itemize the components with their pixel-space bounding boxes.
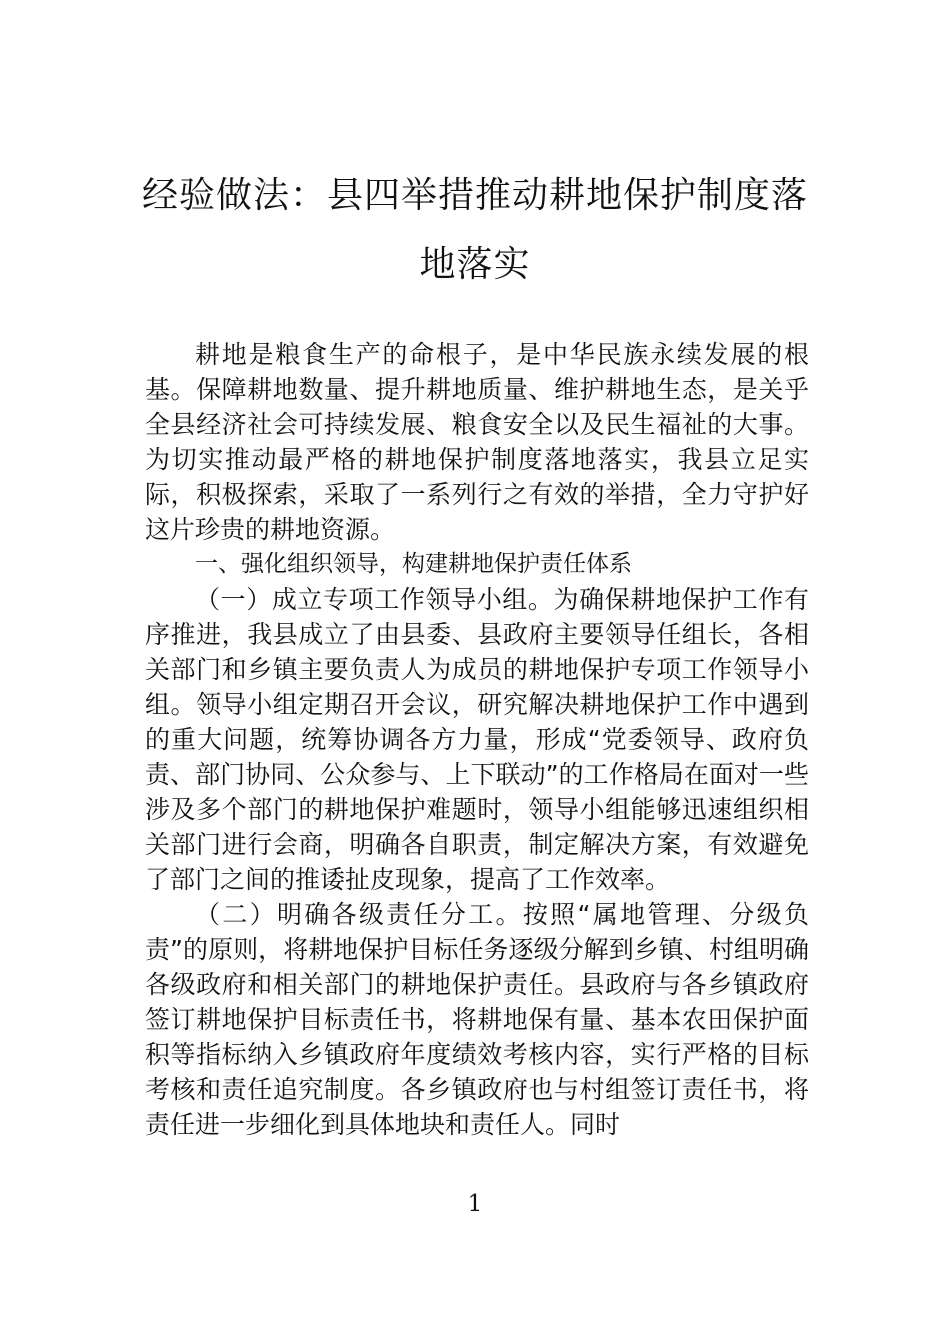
paragraph-intro: 耕地是粮食生产的命根子，是中华民族永续发展的根基。保障耕地数量、提升耕地质量、维护耕地生态，是关乎全县经济社会可持续发展、粮食安全以及民生福祉的大事。为切实推动最严格的耕地保护制度落地落实，我县立足实际，积极探索，采取了一系列行之有效的举措，全力守护好这片珍贵的耕地资源。 [145, 340, 809, 544]
paragraph-1-2: （二）明确各级责任分工。按照“属地管理、分级负责”的原则，将耕地保护目标任务逐级分解到乡镇、村组明确各级政府和相关部门的耕地保护责任。县政府与各乡镇政府签订耕地保护目标责任书，将耕地保有量、基本农田保护面积等指标纳入乡镇政府年度绩效考核内容，实行严格的目标考核和责任追究制度。各乡镇政府也与村组签订责任书，将责任进一步细化到具体地块和责任人。同时 [145, 900, 809, 1139]
page-number: 1 [467, 1191, 483, 1217]
document-title-line-1: 经验做法：县四举措推动耕地保护制度落 [141, 175, 808, 216]
paragraph-1-1: （一）成立专项工作领导小组。为确保耕地保护工作有序推进，我县成立了由县委、县政府主要领导任组长，各相关部门和乡镇主要负责人为成员的耕地保护专项工作领导小组。领导小组定期召开会议，研究解决耕地保护工作中遇到的重大问题，统筹协调各方力量，形成“党委领导、政府负责、部门协同、公众参与、上下联动”的工作格局在面对一些涉及多个部门的耕地保护难题时，领导小组能够迅速组织相关部门进行会商，明确各自职责，制定解决方案，有效避免了部门之间的推诿扯皮现象，提高了工作效率。 [145, 585, 809, 894]
section-heading-1: 一、强化组织领导，构建耕地保护责任体系 [195, 551, 632, 577]
document-body [145, 337, 809, 1142]
document-title-line-2: 地落实 [419, 244, 531, 285]
